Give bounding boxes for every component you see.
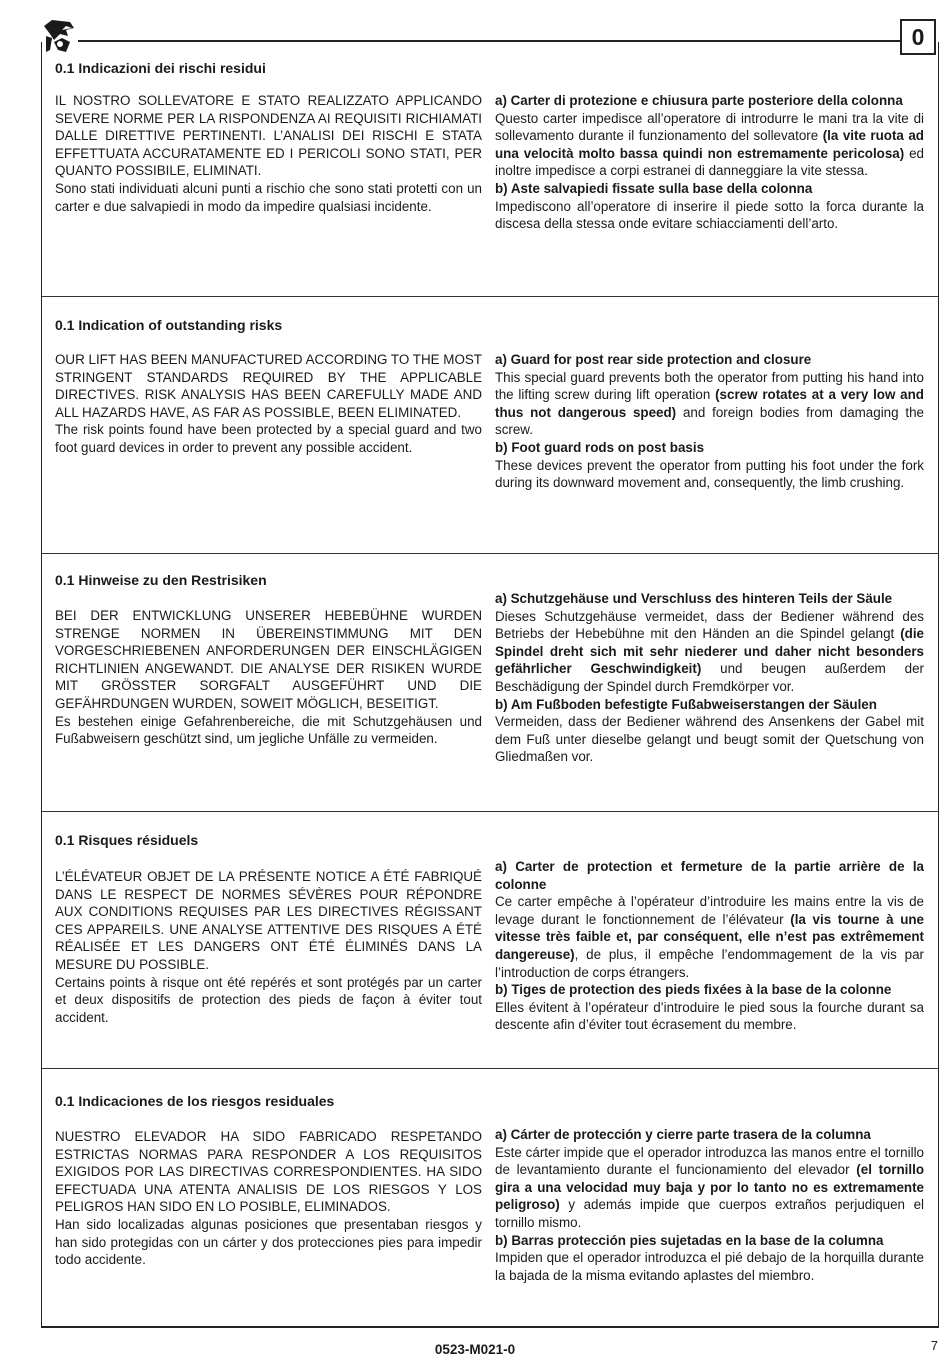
section-english: [42, 297, 938, 554]
intro-uppercase: IL NOSTRO SOLLEVATORE E STATO REALIZZATO APPLICANDO SEVERE NORME PER LA RISPONDENZA AI REQUISITI RICHIAMATI DALLE DIRETTIVE PERTINENTI. L’ANALISI DEI RISCHI E STATA EFFETTUATA ACCURATAMENTE ED I PERICOLI SONO STATI, PER QUANTO POSSIBILE, ELIMINATI.: [55, 93, 482, 179]
intro-text: Han sido localizadas algunas posiciones que presentaban riesgos y han sido protegidas con un cárter y dos protecciones pies para impedir todo accidente.: [55, 1216, 482, 1268]
page-number: 7: [930, 1338, 938, 1353]
item-a-text: Ce carter empêche à l’opérateur d’introduire les mains entre la vis de levage durant le fonctionnement de l’élévateur (la vis tourne à une vitesse très faible et, par conséquent, elle n’est pas extrêmement dangereuse), de plus, il empêche l’endommagement de la vis par l’introduction de corps étrangers.: [495, 894, 924, 980]
item-b-title: b) Aste salvapiedi fissate sulla base della colonna: [495, 180, 813, 196]
item-a-text: Questo carter impedisce all’operatore di introdurre le mani tra la vite di sollevamento durante il funzionamento del sollevatore (la vite ruota ad una velocità molto bassa quindi non estremamente pericolosa) ed inoltre impedisce a corpi estranei di danneggiare la vite stessa.: [495, 110, 924, 179]
section-german: [42, 554, 938, 812]
section-italian: [42, 42, 938, 297]
content-frame: [41, 42, 939, 1328]
intro-text: Sono stati individuati alcuni punti a rischio che sono stati protetti con un carter e due salvapiedi in modo da impedire qualsiasi incidente.: [55, 180, 482, 214]
section-title: 0.1 Indicazioni dei rischi residui: [55, 60, 266, 76]
item-b-text: Vermeiden, dass der Bediener während des Ansenkens der Gabel mit dem Fuß unter dieselbe gelangt und beugt somit der Quetschung von Gliedmaßen vor.: [495, 714, 924, 765]
intro-text: The risk points found have been protected by a special guard and two foot guard devices in order to prevent any possible accident.: [55, 422, 482, 455]
item-a-title: a) Carter de protection et fermeture de la partie arrière de la colonne: [495, 859, 924, 892]
item-b-title: b) Foot guard rods on post basis: [495, 439, 705, 455]
item-a-title: a) Cárter de protección y cierre parte trasera de la columna: [495, 1127, 871, 1142]
left-column: [55, 607, 482, 748]
intro-uppercase: BEI DER ENTWICKLUNG UNSERER HEBEBÜHNE WURDEN STRENGE NORMEN IN ÜBEREINSTIMMUNG MIT DEN VORGESCHRIEBENEN ANFORDERUNGEN DER EINSCHLÄGIGEN RICHTLINIEN ANGEWANDT. DIE ANALYSE DER RISIKEN WURDE MIT GRÖSSTER SORGFALT AUSGEFÜHRT UND DIE GEFÄHRDUNGEN WURDEN, SOWEIT MÖGLICH, BESEITIGT.: [55, 608, 482, 711]
item-a-title: a) Carter di protezione e chiusura parte posteriore della colonna: [495, 93, 903, 108]
intro-text: Es bestehen einige Gefahrenbereiche, die mit Schutzgehäusen und Fußabweisern geschützt sind, um jegliche Unfälle zu vermeiden.: [55, 713, 482, 747]
item-a-emphasis: (die Spindel dreht sich mit sehr niederer und daher nicht besonders gefährlicher Geschwindigkeit): [495, 626, 924, 677]
intro-text: Certains points à risque ont été repérés et sont protégés par un carter et deux dispositifs de protection des pieds de façon à éviter tout accident.: [55, 974, 482, 1025]
item-a-emphasis: (screw rotates at a very low and thus not dangerous speed): [495, 387, 924, 420]
right-column: [495, 92, 924, 233]
section-title: 0.1 Indication of outstanding risks: [55, 317, 283, 333]
item-b-text: Impiden que el operador introduzca el pié debajo de la horquilla durante la bajada de la misma evitando aplastes del miembro.: [495, 1250, 924, 1283]
left-column: [55, 1128, 482, 1269]
item-b-title: b) Am Fußboden befestigte Fußabweiserstangen der Säulen: [495, 696, 877, 712]
intro-uppercase: L’ÉLÉVATEUR OBJET DE LA PRÉSENTE NOTICE A ÉTÉ FABRIQUÉ DANS LE RESPECT DE NORMES SÉVÈRES POUR RÉPONDRE AUX CONDITIONS REQUISES PAR LES DIRECTIVES RÉGISSANT CES APPAREILS. UNE ANALYSE ATTENTIVE DES RISQUES A ÉTÉ RÉALISÉE ET LES DANGERS ONT ÉTÉ ÉLIMINÉS DANS LA MESURE DU POSSIBLE.: [55, 869, 482, 972]
item-a-text: This special guard prevents both the operator from putting his hand into the lifting screw during lift operation (screw rotates at a very low and thus not dangerous speed) and foreign bodies from damaging the screw.: [495, 369, 925, 438]
document-code: 0523-M021-0: [434, 1342, 516, 1357]
left-column: [55, 92, 482, 215]
left-column: [55, 868, 482, 1026]
intro-uppercase: OUR LIFT HAS BEEN MANUFACTURED ACCORDING TO THE MOST STRINGENT STANDARDS REQUIRED BY THE APPLICABLE DIRECTIVES. RISK ANALYSIS HAS BEEN CAREFULLY MADE AND ALL HAZARDS HAVE, AS FAR AS POSSIBLE, BEEN ELIMINATED.: [55, 352, 482, 420]
left-column: [55, 351, 482, 457]
item-b-text: Elles évitent à l’opérateur d’introduire le pied sous la fourche durant sa descente afin d’éviter tout écrasement du membre.: [495, 999, 924, 1033]
item-b-text: These devices prevent the operator from putting his foot under the fork during its downward movement and, consequently, the limb crushing.: [495, 457, 924, 491]
item-b-title: b) Tiges de protection des pieds fixées à la base de la colonne: [495, 982, 892, 998]
section-french: [42, 812, 938, 1069]
section-title: 0.1 Hinweise zu den Restrisiken: [55, 572, 267, 588]
right-column: [495, 1126, 924, 1284]
item-b-title: b) Barras protección pies sujetadas en la base de la columna: [495, 1232, 884, 1248]
item-b-text: Impediscono all’operatore di inserire il piede sotto la forca durante la discesa della stessa onde evitare schiacciamenti dell’arto.: [495, 198, 924, 232]
right-column: [495, 351, 924, 492]
item-a-title: a) Guard for post rear side protection and closure: [495, 352, 812, 367]
intro-uppercase: NUESTRO ELEVADOR HA SIDO FABRICADO RESPETANDO ESTRICTAS NORMAS PARA RESPONDER A LOS REQUISITOS EXIGIDOS POR LAS DIRECTIVAS CORRESPONDIENTES. HA SIDO EFECTUADA UNA ATENTA ANALISIS DE LOS RIESGOS Y LOS PELIGROS HAN SIDO EN LO POSIBLE, ELIMINADOS.: [55, 1129, 482, 1215]
right-column: [495, 858, 924, 1034]
section-title: 0.1 Risques résiduels: [55, 832, 199, 848]
item-a-text: Este cárter impide que el operador introduzca las manos entre el tornillo de levantamiento durante el funcionamiento del elevador (el tornillo gira a una velocidad muy baja y por lo tanto no es extremamente peligroso) y además impide que cuerpos extraños perjudiquen el tornillo mismo.: [495, 1144, 925, 1230]
item-a-title: a) Schutzgehäuse und Verschluss des hinteren Teils der Säule: [495, 591, 893, 606]
section-spanish: [42, 1069, 938, 1328]
section-title: 0.1 Indicaciones de los riesgos residuales: [55, 1093, 335, 1109]
chapter-number: 0: [900, 19, 936, 55]
item-a-emphasis: (la vite ruota ad una velocità molto bassa quindi non estremamente pericolosa): [495, 128, 924, 161]
item-a-emphasis: (el tornillo gira a una velocidad muy baja y por lo tanto no es extremamente peligroso): [495, 1162, 925, 1213]
item-a-emphasis: (la vis tourne à une vitesse très faible et, par conséquent, elle n’est pas extrêmement dangereuse): [495, 911, 924, 962]
right-column: [495, 590, 924, 766]
item-a-text: Dieses Schutzgehäuse vermeidet, dass der Bediener während des Betriebs der Hebebühne mit den Händen an die Spindel gelangt (die Spindel dreht sich mit sehr niederer und daher nicht besonders gefährlicher Geschwindigkeit) und beugen außerdem der Beschädigung der Spindel durch Fremdkörper vor.: [495, 608, 924, 694]
